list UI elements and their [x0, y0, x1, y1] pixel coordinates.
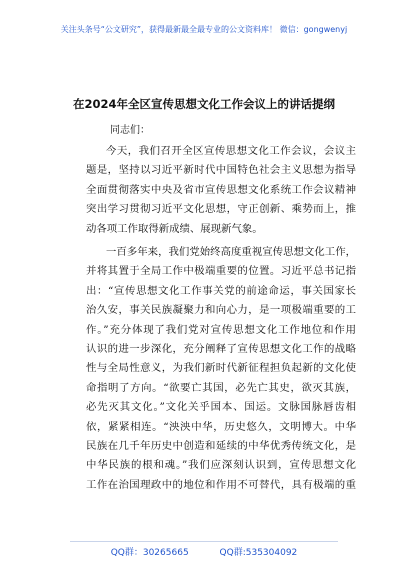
text-line: 并将其置于全局工作中极端重要的位置。习近平总书记指 — [86, 265, 356, 278]
text-line: 民族在几千年历史中创造和延续的中华优秀传统文化，是 — [86, 439, 356, 452]
text-line: 认识的进一步深化，充分阐释了宣传思想文化工作的战略 — [86, 342, 356, 355]
paragraph-2 — [86, 243, 356, 495]
text-line: 今天，我们召开全区宣传思想文化工作会议，会议主 — [106, 145, 356, 157]
paragraph-1 — [86, 142, 356, 239]
document-title: 在2024年全区宣传思想文化工作会议上的讲话提纲 — [72, 97, 335, 111]
promo-header: 关注头条号“公文研究”，获得最新最全最专业的公文资料库！ 微信：gongwenyj — [60, 25, 348, 34]
text-line: 治久安，事关民族凝聚力和向心力，是一项极端重要的工 — [86, 304, 356, 317]
text-line: 工作在治国理政中的地位和作用不可替代，具有极端的重 — [86, 478, 356, 491]
footer — [0, 545, 408, 558]
text-line: 必先灭其文化。”文化关乎国本、国运。文脉国脉唇齿相 — [86, 401, 356, 414]
text-line: 全面贯彻落实中央及省市宣传思想文化系统工作会议精神 — [86, 183, 356, 196]
footer-divider — [70, 541, 338, 542]
footer-qq-group-1: QQ群：30265665 — [110, 548, 189, 558]
text-line: 动各项工作取得新成绩、展现新气象。 — [86, 222, 263, 235]
text-line: 突出学习贯彻习近平文化思想，守正创新、乘势而上，推 — [86, 203, 356, 216]
text-line: 出：“宣传思想文化工作事关党的前途命运，事关国家长 — [86, 284, 356, 297]
salutation: 同志们： — [110, 125, 150, 136]
text-line: 依，紧紧相连。“泱泱中华，历史悠久，文明博大。中华 — [86, 420, 356, 433]
text-line: 一百多年来，我们党始终高度重视宣传思想文化工作， — [106, 246, 356, 258]
footer-qq-group-2: QQ群:535304092 — [219, 548, 298, 558]
text-line: 性与全局性意义，为我们新时代新征程担负起新的文化使 — [86, 362, 356, 375]
text-line: 中华民族的根和魂。”我们应深刻认识到，宣传思想文化 — [86, 459, 356, 472]
text-line: 题是，坚持以习近平新时代中国特色社会主义思想为指导 — [86, 164, 356, 177]
text-line: 作。”充分体现了我们党对宣传思想文化工作地位和作用 — [86, 323, 356, 336]
text-line: 命指明了方向。“欲要亡其国，必先亡其史，欲灭其族， — [86, 381, 356, 394]
